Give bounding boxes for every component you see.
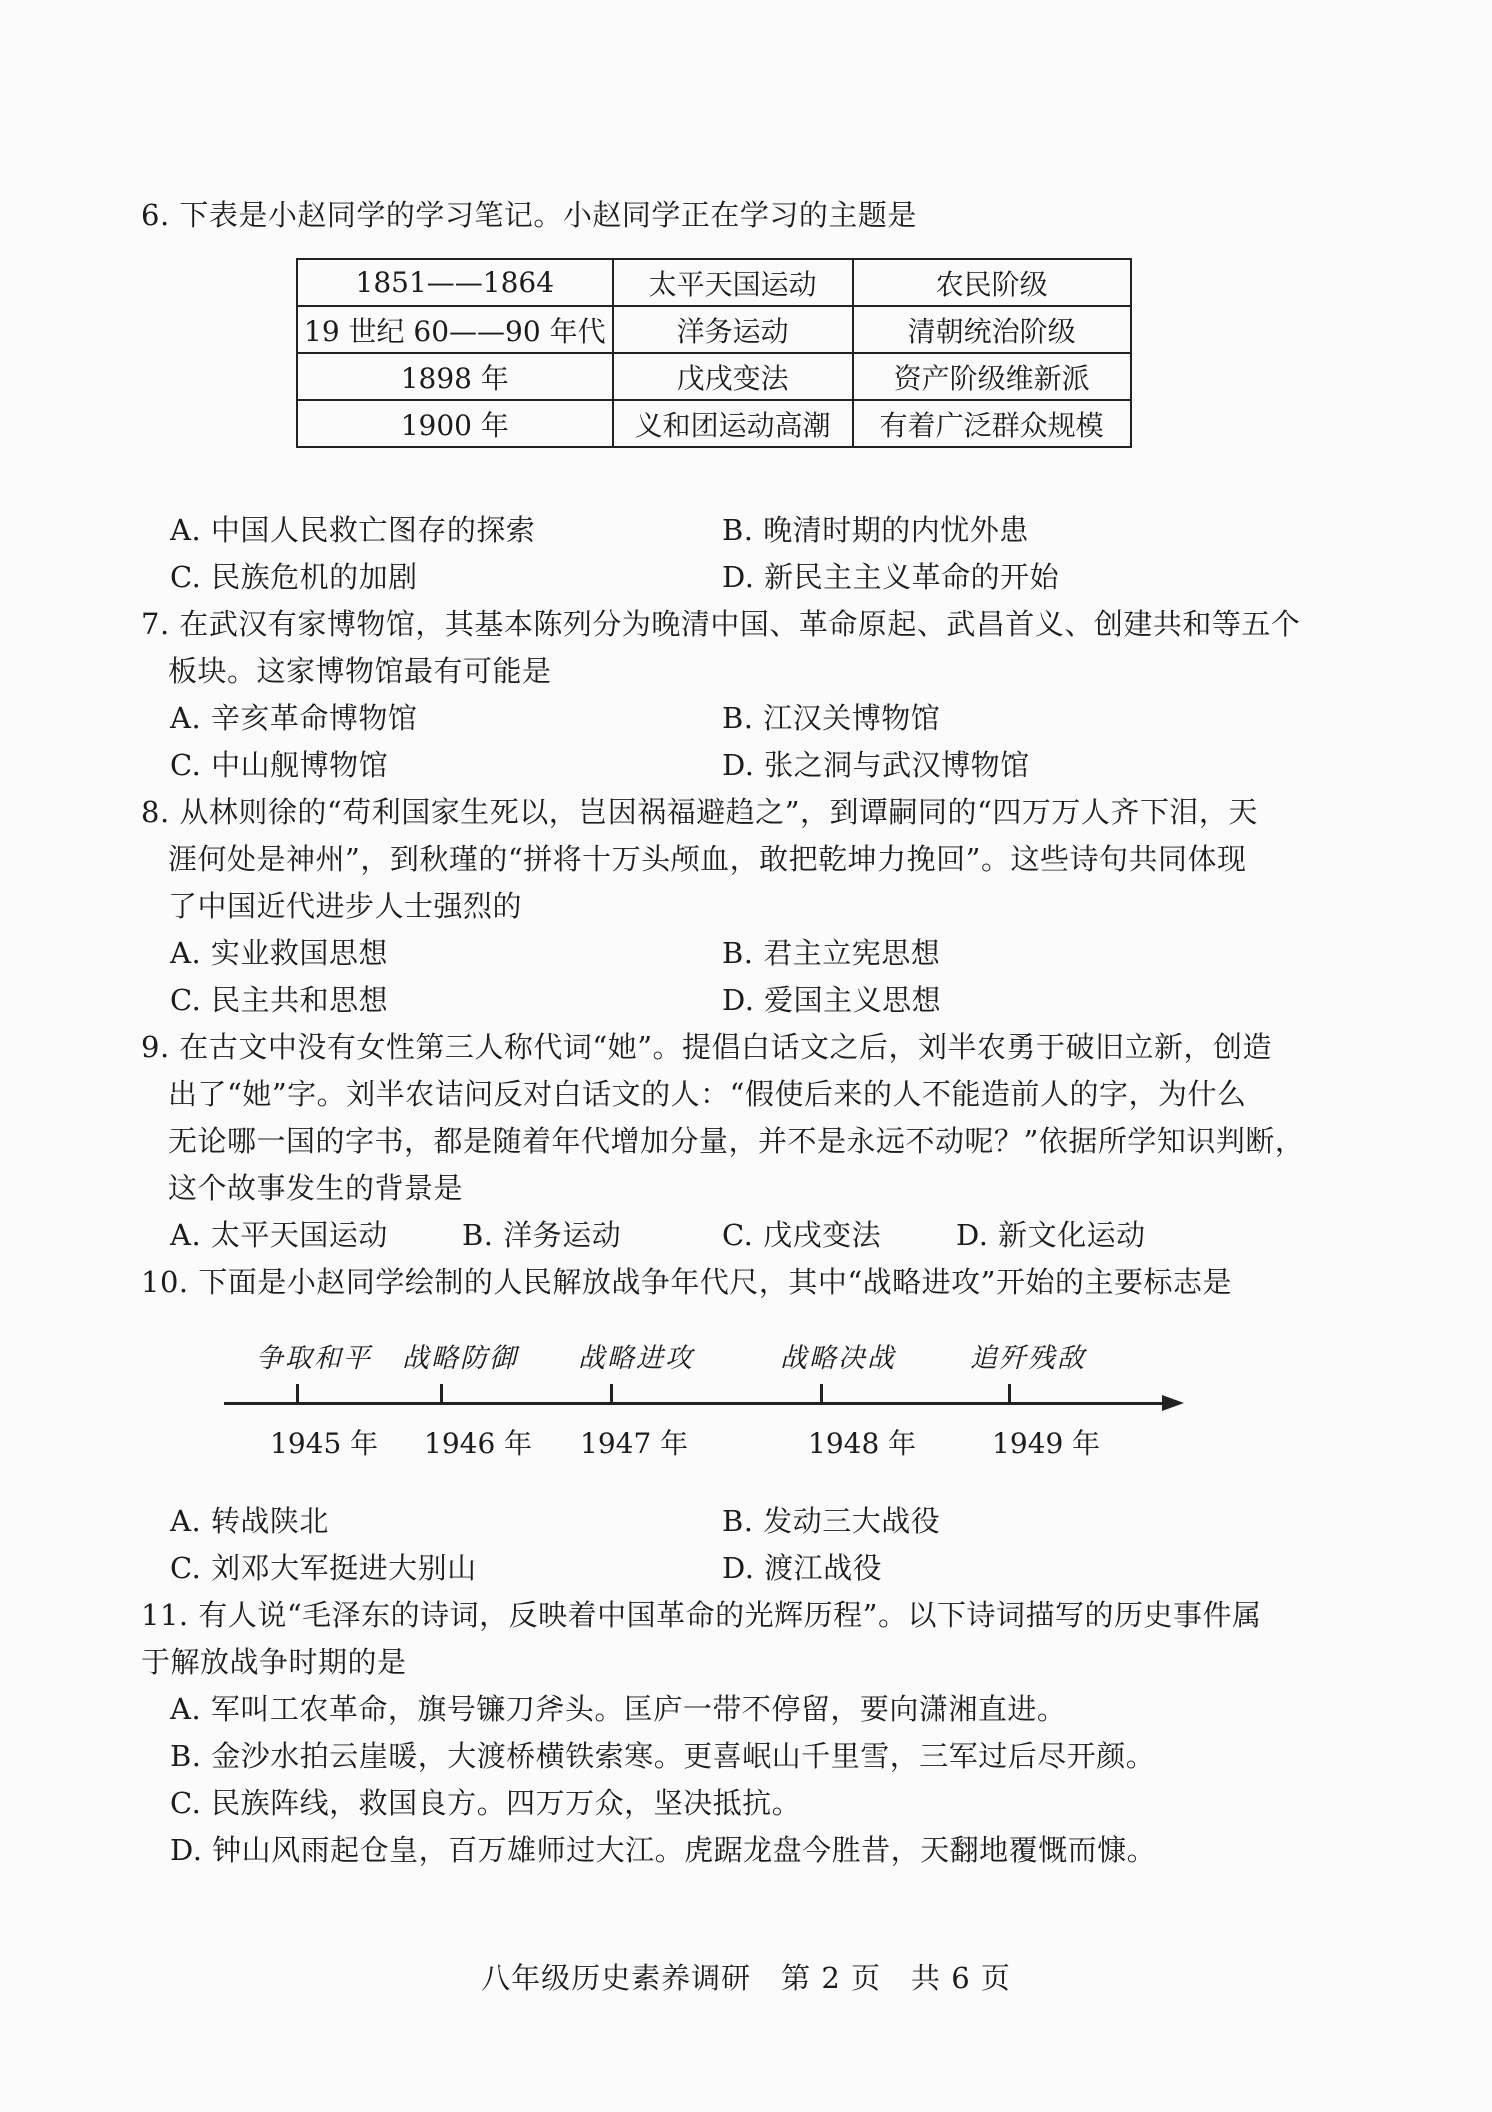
table-cell: 1851——1864 [297,259,613,306]
q9-option-c[interactable]: C. 戊戌变法 [722,1218,882,1252]
q7-option-b[interactable]: B. 江汉关博物馆 [722,701,941,735]
q6-option-b[interactable]: B. 晚清时期的内忧外患 [722,513,1029,547]
q8-stem-line: 了中国近代进步人士强烈的 [168,889,523,923]
q9-stem-line: 这个故事发生的背景是 [168,1171,464,1205]
timeline-axis [224,1402,1164,1405]
q9-option-d[interactable]: D. 新文化运动 [956,1218,1146,1252]
q9-stem-line: 出了“她”字。刘半农诘问反对白话文的人：“假使后来的人不能造前人的字，为什么 [168,1077,1247,1111]
timeline-year-label: 1947 年 [580,1427,689,1460]
q6-option-d[interactable]: D. 新民主主义革命的开始 [722,560,1060,594]
timeline-stage-label: 战略决战 [780,1343,896,1374]
q8-stem-line: 8. 从林则徐的“苟利国家生死以，岂因祸福避趋之”，到谭嗣同的“四万万人齐下泪，天 [141,795,1258,829]
timeline-year-label: 1946 年 [424,1427,533,1460]
table-row [297,306,1131,353]
q7-option-d[interactable]: D. 张之洞与武汉博物馆 [722,748,1030,782]
timeline-tick [440,1384,443,1404]
timeline-stage-label: 争取和平 [256,1343,372,1374]
q6-option-a[interactable]: A. 中国人民救亡图存的探索 [170,513,536,547]
q11-option-c[interactable]: C. 民族阵线，救国良方。四万万众，坚决抵抗。 [170,1786,802,1820]
study-notes-table [296,258,1132,448]
q9-option-a[interactable]: A. 太平天国运动 [170,1218,388,1252]
arrow-right-icon [1162,1395,1184,1411]
q10-option-b[interactable]: B. 发动三大战役 [722,1504,941,1538]
table-cell: 1898 年 [297,353,613,400]
table-cell: 戊戌变法 [613,353,853,400]
timeline-stage-label: 战略进攻 [578,1343,694,1374]
q9-stem-line: 9. 在古文中没有女性第三人称代词“她”。提倡白话文之后，刘半农勇于破旧立新，创造 [141,1030,1273,1064]
table-row [297,400,1131,447]
timeline-year-label: 1948 年 [808,1427,917,1460]
q8-option-c[interactable]: C. 民主共和思想 [170,983,389,1017]
q6-option-c[interactable]: C. 民族危机的加剧 [170,560,418,594]
q8-option-d[interactable]: D. 爱国主义思想 [722,983,942,1017]
table-cell: 农民阶级 [853,259,1131,306]
table-row [297,259,1131,306]
q11-stem-line: 于解放战争时期的是 [141,1645,407,1679]
q10-stem: 10. 下面是小赵同学绘制的人民解放战争年代尺，其中“战略进攻”开始的主要标志是 [141,1265,1232,1299]
q11-stem-line: 11. 有人说“毛泽东的诗词，反映着中国革命的光辉历程”。以下诗词描写的历史事件属 [141,1598,1262,1632]
table-cell: 1900 年 [297,400,613,447]
table-cell: 19 世纪 60——90 年代 [297,306,613,353]
q8-option-a[interactable]: A. 实业救国思想 [170,936,388,970]
table-cell: 资产阶级维新派 [853,353,1131,400]
q8-stem-line: 涯何处是神州”，到秋瑾的“拼将十万头颅血，敢把乾坤力挽回”。这些诗句共同体现 [168,842,1247,876]
q7-option-c[interactable]: C. 中山舰博物馆 [170,748,389,782]
q7-stem-line: 板块。这家博物馆最有可能是 [168,654,552,688]
q8-option-b[interactable]: B. 君主立宪思想 [722,936,941,970]
q9-stem-line: 无论哪一国的字书，都是随着年代增加分量，并不是永远不动呢？”依据所学知识判断， [168,1124,1305,1158]
table-cell: 义和团运动高潮 [613,400,853,447]
page-footer: 八年级历史素养调研 第 2 页 共 6 页 [481,1961,1011,1995]
liberation-war-timeline [200,1318,1200,1468]
timeline-stage-label: 战略防御 [402,1343,518,1374]
q9-option-b[interactable]: B. 洋务运动 [462,1218,622,1252]
timeline-tick [296,1384,299,1404]
table-cell: 洋务运动 [613,306,853,353]
table-row [297,353,1131,400]
q6-stem: 6. 下表是小赵同学的学习笔记。小赵同学正在学习的主题是 [141,198,917,232]
q7-option-a[interactable]: A. 辛亥革命博物馆 [170,701,418,735]
timeline-stage-label: 追歼残敌 [970,1343,1086,1374]
q10-option-a[interactable]: A. 转战陕北 [170,1504,329,1538]
timeline-tick [1008,1384,1011,1404]
q11-option-d[interactable]: D. 钟山风雨起仓皇，百万雄师过大江。虎踞龙盘今胜昔，天翻地覆慨而慷。 [170,1833,1157,1867]
timeline-tick [610,1384,613,1404]
table-cell: 太平天国运动 [613,259,853,306]
q10-option-c[interactable]: C. 刘邓大军挺进大别山 [170,1551,477,1585]
timeline-tick [820,1384,823,1404]
table-cell: 有着广泛群众规模 [853,400,1131,447]
table-cell: 清朝统治阶级 [853,306,1131,353]
timeline-year-label: 1945 年 [270,1427,379,1460]
q11-option-a[interactable]: A. 军叫工农革命，旗号镰刀斧头。匡庐一带不停留，要向潇湘直进。 [170,1692,1067,1726]
timeline-year-label: 1949 年 [992,1427,1101,1460]
q10-option-d[interactable]: D. 渡江战役 [722,1551,883,1585]
q11-option-b[interactable]: B. 金沙水拍云崖暖，大渡桥横铁索寒。更喜岷山千里雪，三军过后尽开颜。 [170,1739,1156,1773]
q7-stem-line: 7. 在武汉有家博物馆，其基本陈列分为晚清中国、革命原起、武昌首义、创建共和等五个 [141,607,1301,641]
